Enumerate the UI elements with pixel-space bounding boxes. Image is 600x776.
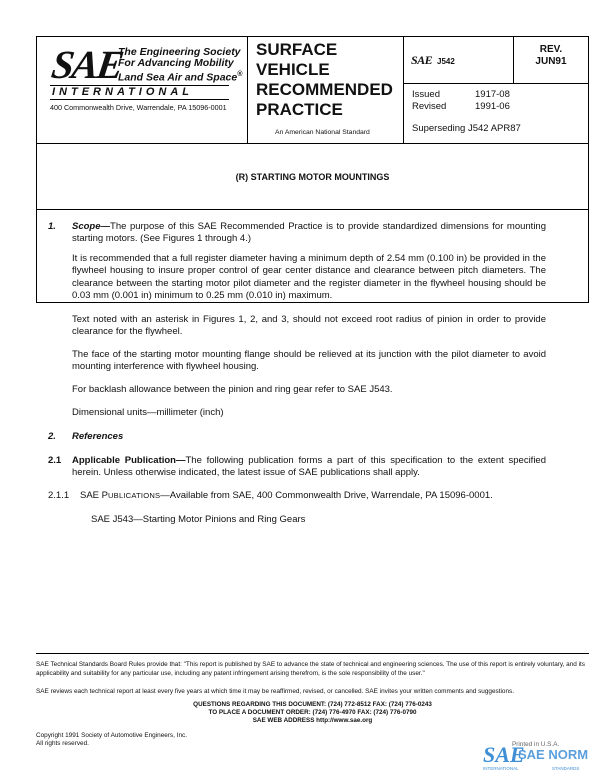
body-paragraph: For backlash allowance between the pinion and ring gear refer to SAE J543. [72,384,393,395]
title-divider [36,209,589,210]
superseding-note: Superseding J542 APR87 [412,123,521,134]
doc-type-line: VEHICLE [256,60,330,79]
sae-norm-mark: SAE [483,742,525,767]
standard-number: J542 [437,57,455,66]
document-title: (R) STARTING MOTOR MOUNTINGS [235,172,390,182]
rights-reserved: All rights reserved. [36,740,89,747]
sae-publications-paragraph [80,490,546,502]
web-address-line: SAE WEB ADDRESS http://www.sae.org [252,717,373,724]
reference-item: SAE J543—Starting Motor Pinions and Ring Gears [91,514,306,525]
sae-logo: SAE [48,42,125,87]
sae-norm-text: SAE NORM [518,747,589,762]
applicable-publication-text: The following publication forms a part of this specification to the extent specified herein. Unless otherwise indicated, the latest issue of SAE publications shall apply. [72,455,547,479]
sae-address: 400 Commonwealth Drive, Warrendale, PA 15096-0001 [50,103,227,112]
header-divider [36,143,589,144]
footer-rule [36,653,589,654]
rev-value: JUN91 [535,56,567,67]
doc-type-line: PRACTICE [256,100,343,119]
sae-norm-standards: STANDARDS [552,766,580,771]
issued-label: Issued [412,89,440,100]
board-rules-note: SAE Technical Standards Board Rules provide that: "This report is published by SAE to advance the state of technical and engineering sciences. The use of this report is entirely voluntary, and its applicability and suitability for any particular use, including any patent infringement arising therefrom, is the sole responsibility of the user." [36,661,585,677]
doc-type-line: SURFACE [256,40,338,59]
printed-in: Printed in U.S.A. [512,741,560,748]
sae-norm-watermark-logo [482,742,592,772]
subsection-heading: Applicable Publication— [72,455,186,466]
scope-paragraph [72,221,546,246]
sae-publications-text: —Available from SAE, 400 Commonwealth Drive, Warrendale, PA 15096-0001. [160,490,493,501]
revision-box [513,44,589,68]
questions-line: QUESTIONS REGARDING THIS DOCUMENT: (724) 772-8512 FAX: (724) 776-0243 [193,701,432,708]
tagline-text: The Engineering Society For Advancing Mobility Land Sea Air and Space [118,46,241,84]
doc-type-line: RECOMMENDED [256,80,393,99]
international-bar: INTERNATIONAL [50,85,229,100]
revised-date: 1991-06 [475,101,510,112]
sae-tagline [118,47,242,84]
order-line: TO PLACE A DOCUMENT ORDER: (724) 776-4970 FAX: (724) 776-0790 [208,709,417,716]
header-column-divider [403,36,404,143]
subsection-number: 2.1 [48,455,62,466]
standard-sae-logo: SAE [411,53,433,67]
section-heading: References [72,431,124,442]
section-number: 2. [48,431,56,442]
section-heading: Scope— [72,221,111,232]
issued-date: 1917-08 [475,89,510,100]
ans-note: An American National Standard [275,129,370,136]
sae-publications-label-b: UBLICATIONS [108,491,161,500]
section-number: 1. [48,221,56,232]
scope-text: The purpose of this SAE Recommended Practice is to provide standardized dimensions for mounting starting motors. (See Figures 1 through 4.) [72,221,546,245]
sae-publications-label-a: SAE P [80,490,108,501]
body-paragraph: Dimensional units—millimeter (inch) [72,407,224,418]
subsubsection-number: 2.1.1 [48,490,70,501]
header-column-divider [247,36,248,143]
review-note: SAE reviews each technical report at least every five years at which time it may be reaffirmed, revised, or cancelled. SAE invites your written comments and suggestions. [36,688,514,695]
revised-label: Revised [412,101,447,112]
body-paragraph: Text noted with an asterisk in Figures 1, 2, and 3, should not exceed root radius of pinion in order to provide clearance for the flywheel. [72,314,546,338]
applicable-publication-paragraph [72,455,546,480]
rev-row-divider [403,83,589,84]
copyright: Copyright 1991 Society of Automotive Engineers, Inc. [36,732,187,739]
registered-mark: ® [237,71,243,78]
body-paragraph: It is recommended that a full register diameter having a minimum depth of 2.54 mm (0.100 in) be provided in the flywheel housing to insure proper control of gear center distance and clearance between pitch diameters. The clearance between the starting motor pilot diameter and the register diameter in the flywheel housing should be 0.03 mm (0.001 in) minimum to 0.25 mm (0.010 in) maximum. [72,253,546,302]
body-paragraph: The face of the starting motor mounting flange should be relieved at its junction with the pilot diameter to avoid mounting interference with flywheel housing. [72,349,546,373]
rev-label: REV. [539,44,563,55]
sae-norm-intl: INTERNATIONAL [483,766,519,771]
document-type [256,40,393,120]
